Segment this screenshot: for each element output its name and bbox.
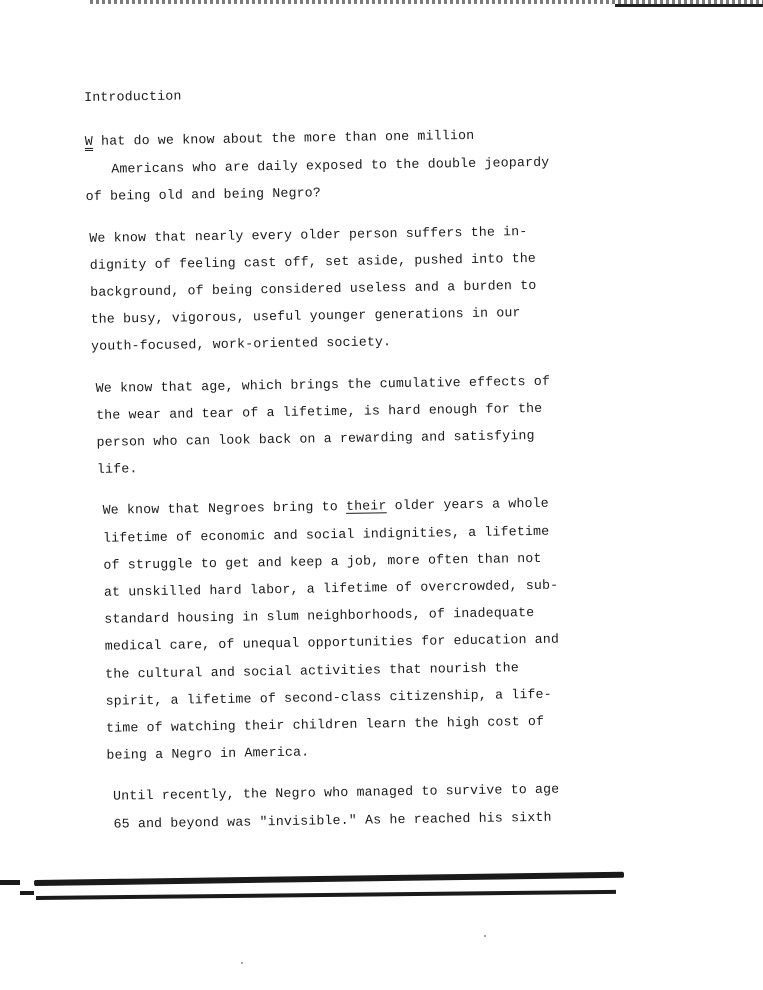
- paragraph-4-line-9: time of watching their children learn the high cost of: [105, 713, 545, 736]
- paragraph-1-line-2: Americans who are daily exposed to the double jeopardy: [111, 154, 550, 177]
- top-edge-rule: [615, 4, 763, 7]
- paragraph-2-line-5: youth-focused, work-oriented society.: [90, 334, 392, 355]
- paragraph-1-line-1-rest: hat do we know about the more than one million: [92, 127, 475, 149]
- paragraph-1: [85, 120, 566, 210]
- paragraph-3-line-3: person who can look back on a rewarding and satisfying: [96, 427, 535, 450]
- bottom-rule: [34, 872, 624, 886]
- paragraph-4-line-3: of struggle to get and keep a job, more often than not: [103, 550, 542, 573]
- paragraph-4-line-6: medical care, of unequal opportunities for education and: [104, 631, 560, 655]
- page-heading: Introduction: [84, 88, 182, 105]
- paragraph-4-line-10: being a Negro in America.: [106, 744, 310, 763]
- paragraph-4-line-1-after: older years a whole: [386, 496, 549, 514]
- drop-letter-w: W: [84, 133, 94, 149]
- paragraph-3-line-1: We know that age, which brings the cumulative effects of: [95, 373, 551, 396]
- paragraph-2-line-1: We know that nearly every older person suffers the in-: [89, 223, 528, 246]
- emphasized-word-their: their: [345, 498, 387, 515]
- paragraph-5-line-2: 65 and beyond was "invisible." As he reached his sixth: [113, 809, 552, 832]
- paragraph-2: [89, 217, 568, 360]
- paragraph-4-line-1-before: We know that Negroes bring to: [102, 499, 347, 519]
- scan-speck: [241, 962, 243, 964]
- paragraph-4-line-5: standard housing in slum neighborhoods, of inadequate: [104, 605, 535, 627]
- paragraph-1-line-3: of being old and being Negro?: [85, 185, 322, 204]
- document-body: [84, 80, 576, 851]
- paragraph-5-line-1: Until recently, the Negro who managed to survive to age: [113, 781, 560, 804]
- paragraph-4-line-7: the cultural and social activities that nourish the: [105, 659, 520, 682]
- paragraph-4-line-2: lifetime of economic and social indignities, a lifetime: [102, 523, 550, 546]
- paragraph-3-line-4: life.: [96, 461, 138, 477]
- paragraph-3-line-2: the wear and tear of a lifetime, is hard enough for the: [96, 400, 543, 423]
- paragraph-2-line-2: dignity of feeling cast off, set aside, pushed into the: [89, 250, 537, 273]
- paragraph-5: [113, 776, 576, 838]
- paragraph-4: [102, 490, 574, 769]
- paragraph-4-line-8: spirit, a lifetime of second-class citizenship, a life-: [105, 686, 552, 709]
- scan-speck: [484, 935, 486, 937]
- bottom-rule-lower: [36, 890, 616, 900]
- paragraph-3: [95, 367, 570, 483]
- paragraph-4-line-4: at unskilled hard labor, a lifetime of overcrowded, sub-: [103, 577, 559, 600]
- paragraph-2-line-4: the busy, vigorous, useful younger generations in our: [90, 305, 521, 328]
- left-margin-mark-2: [20, 891, 34, 895]
- paragraph-2-line-3: background, of being considered useless and a burden to: [90, 277, 537, 300]
- left-margin-mark: [0, 880, 20, 885]
